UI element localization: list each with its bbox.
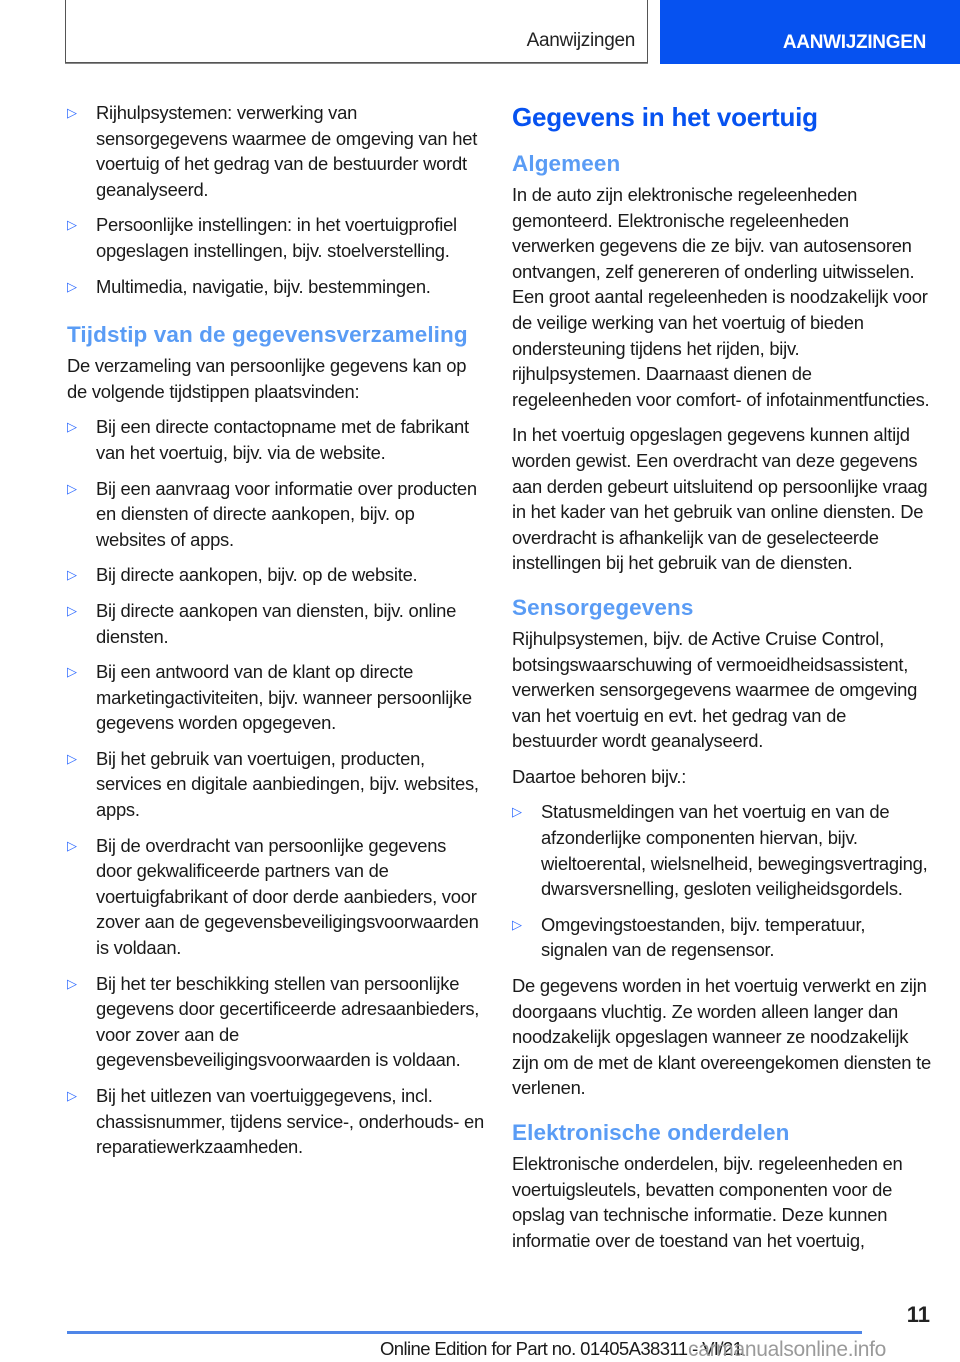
triangle-bullet-icon: ▷: [512, 804, 522, 820]
paragraph: Elektronische onderdelen, bijv. regeleenheden en voertuigsleutels, bevatten componenten voor de opslag van technische informatie. Deze kunnen informatie over de toestand van het voertuig,: [512, 1153, 903, 1251]
list-item: ▷ Persoonlijke instellingen: in het voertuigprofiel opgeslagen instellingen, bijv. stoelverstelling.: [67, 214, 457, 261]
triangle-bullet-icon: ▷: [67, 217, 77, 233]
list-item: ▷ Bij het gebruik van voertuigen, producten, services en digitale aanbiedingen, bijv. websites, apps.: [67, 747, 479, 821]
heading-algemeen: Algemeen: [512, 151, 621, 176]
paragraph: Daartoe behoren bijv.:: [512, 765, 687, 787]
list-item: ▷ Bij het uitlezen van voertuiggegevens, incl. chassisnummer, tijdens service-, onderhouds- en reparatiewerkzaamheden.: [67, 1085, 484, 1158]
heading-sensorgegevens: Sensorgegevens: [512, 594, 694, 620]
list-item: ▷ Statusmeldingen van het voertuig en van de afzonderlijke componenten hiervan, bijv. wieltoerental, wielsnelheid, bewegingsvertraging, dwarsversnelling, gesloten veiligheidsgordels.: [512, 801, 928, 900]
triangle-bullet-icon: ▷: [67, 480, 77, 496]
triangle-bullet-icon: ▷: [67, 567, 77, 583]
triangle-bullet-icon: ▷: [67, 975, 77, 991]
paragraph: In de auto zijn elektronische regeleenheden gemonteerd. Elektronische regeleenheden verwerken gegevens die ze bijv. van autosensoren ontvangen, zelf genereren of onderling uitwisselen. Een groot aantal regeleenheden is noodzakelijk voor de veilige werking van het voertuig of bieden ondersteuning tijdens het rijden, bijv. rijhulpsystemen. Daarnaast dienen de regeleenheden voor comfort- of infotainmentfuncties.: [512, 184, 930, 410]
list-item: ▷ Rijhulpsystemen: verwerking van sensorgegevens waarmee de omgeving van het voertuig of het gedrag van de bestuurder wordt geanalyseerd.: [67, 102, 478, 200]
list-item: ▷ Bij het ter beschikking stellen van persoonlijke gegevens door gecertificeerde adresaanbieders, voor zover aan de gegevensbeveiligingsvoorwaarden is voldaan.: [67, 972, 480, 1071]
list-item: ▷ Bij een antwoord van de klant op directe marketingactiviteiten, bijv. wanneer persoonlijke gegevens worden opgegeven.: [67, 661, 472, 734]
header-section-box: [65, 0, 648, 63]
left-column: [67, 100, 485, 1170]
triangle-bullet-icon: ▷: [67, 278, 77, 294]
triangle-bullet-icon: ▷: [67, 664, 77, 680]
list-item: ▷ Omgevingstoestanden, bijv. temperatuur, signalen van de regensensor.: [512, 913, 866, 961]
right-column: [512, 100, 932, 1263]
list-item: ▷ Bij een aanvraag voor informatie over producten en diensten of directe aankopen, bijv. op websites of apps.: [67, 477, 477, 550]
footer-edition-text: Online Edition for Part no. 01405A38311 - VI/21: [380, 1338, 743, 1359]
paragraph: De verzameling van persoonlijke gegevens kan op de volgende tijdstippen plaatsvinden:: [67, 355, 467, 402]
triangle-bullet-icon: ▷: [67, 1088, 77, 1103]
footer-divider: [67, 1331, 862, 1334]
paragraph: Rijhulpsystemen, bijv. de Active Cruise Control, botsingswaarschuwing of vermoeidheidsassistent, verwerken sensorgegevens waarmee de omgeving van het voertuig en evt. het gedrag van de bestuurder wordt geanalyseerd.: [512, 627, 918, 752]
triangle-bullet-icon: ▷: [67, 750, 77, 766]
paragraph: In het voertuig opgeslagen gegevens kunnen altijd worden gewist. Een overdracht van deze gegevens aan derden gebeurt uitsluitend op persoonlijke vraag in het kader van het gebruik van online diensten. De overdracht is afhankelijk van de geselecteerde instellingen bij het gebruik van de diensten.: [512, 424, 928, 574]
triangle-bullet-icon: ▷: [67, 602, 77, 618]
header-chapter-tab[interactable]: [660, 0, 960, 64]
header-section-title: Aanwijzingen: [526, 30, 635, 51]
header-chapter-tab-label: AANWIJZINGEN: [782, 32, 926, 53]
list-item: ▷ Bij een directe contactopname met de fabrikant van het voertuig, bijv. via de website.: [67, 416, 469, 463]
chapter-title: Gegevens in het voertuig: [512, 102, 818, 132]
paragraph: De gegevens worden in het voertuig verwerkt en zijn doorgaans vluchtig. Ze worden alleen langer dan noodzakelijk opgeslagen wanneer ze noodzakelijk zijn om de met de klant overeengekomen diensten te verlenen.: [512, 975, 931, 1099]
list-item: ▷ Bij directe aankopen, bijv. op de website.: [67, 562, 485, 588]
list-item: ▷ Multimedia, navigatie, bijv. bestemmingen.: [67, 274, 485, 300]
triangle-bullet-icon: ▷: [67, 837, 77, 853]
triangle-bullet-icon: ▷: [512, 916, 522, 932]
heading-elektronische-onderdelen: Elektronische onderdelen: [512, 1120, 790, 1145]
list-item: ▷ Bij de overdracht van persoonlijke gegevens door gekwalificeerde partners van de voertuigfabrikant of door derde aanbieders, voor zover aan de gegevensbeveiligingsvoorwaarden is voldaan.: [67, 834, 479, 959]
triangle-bullet-icon: ▷: [67, 419, 77, 435]
triangle-bullet-icon: ▷: [67, 105, 77, 120]
page-number: 11: [906, 1302, 930, 1327]
heading-tijdstip: Tijdstip van de gegevensverzameling: [67, 322, 468, 348]
list-item: ▷ Bij directe aankopen van diensten, bijv. online diensten.: [67, 599, 457, 647]
footer-watermark[interactable]: carmanualsonline.info: [688, 1338, 886, 1361]
